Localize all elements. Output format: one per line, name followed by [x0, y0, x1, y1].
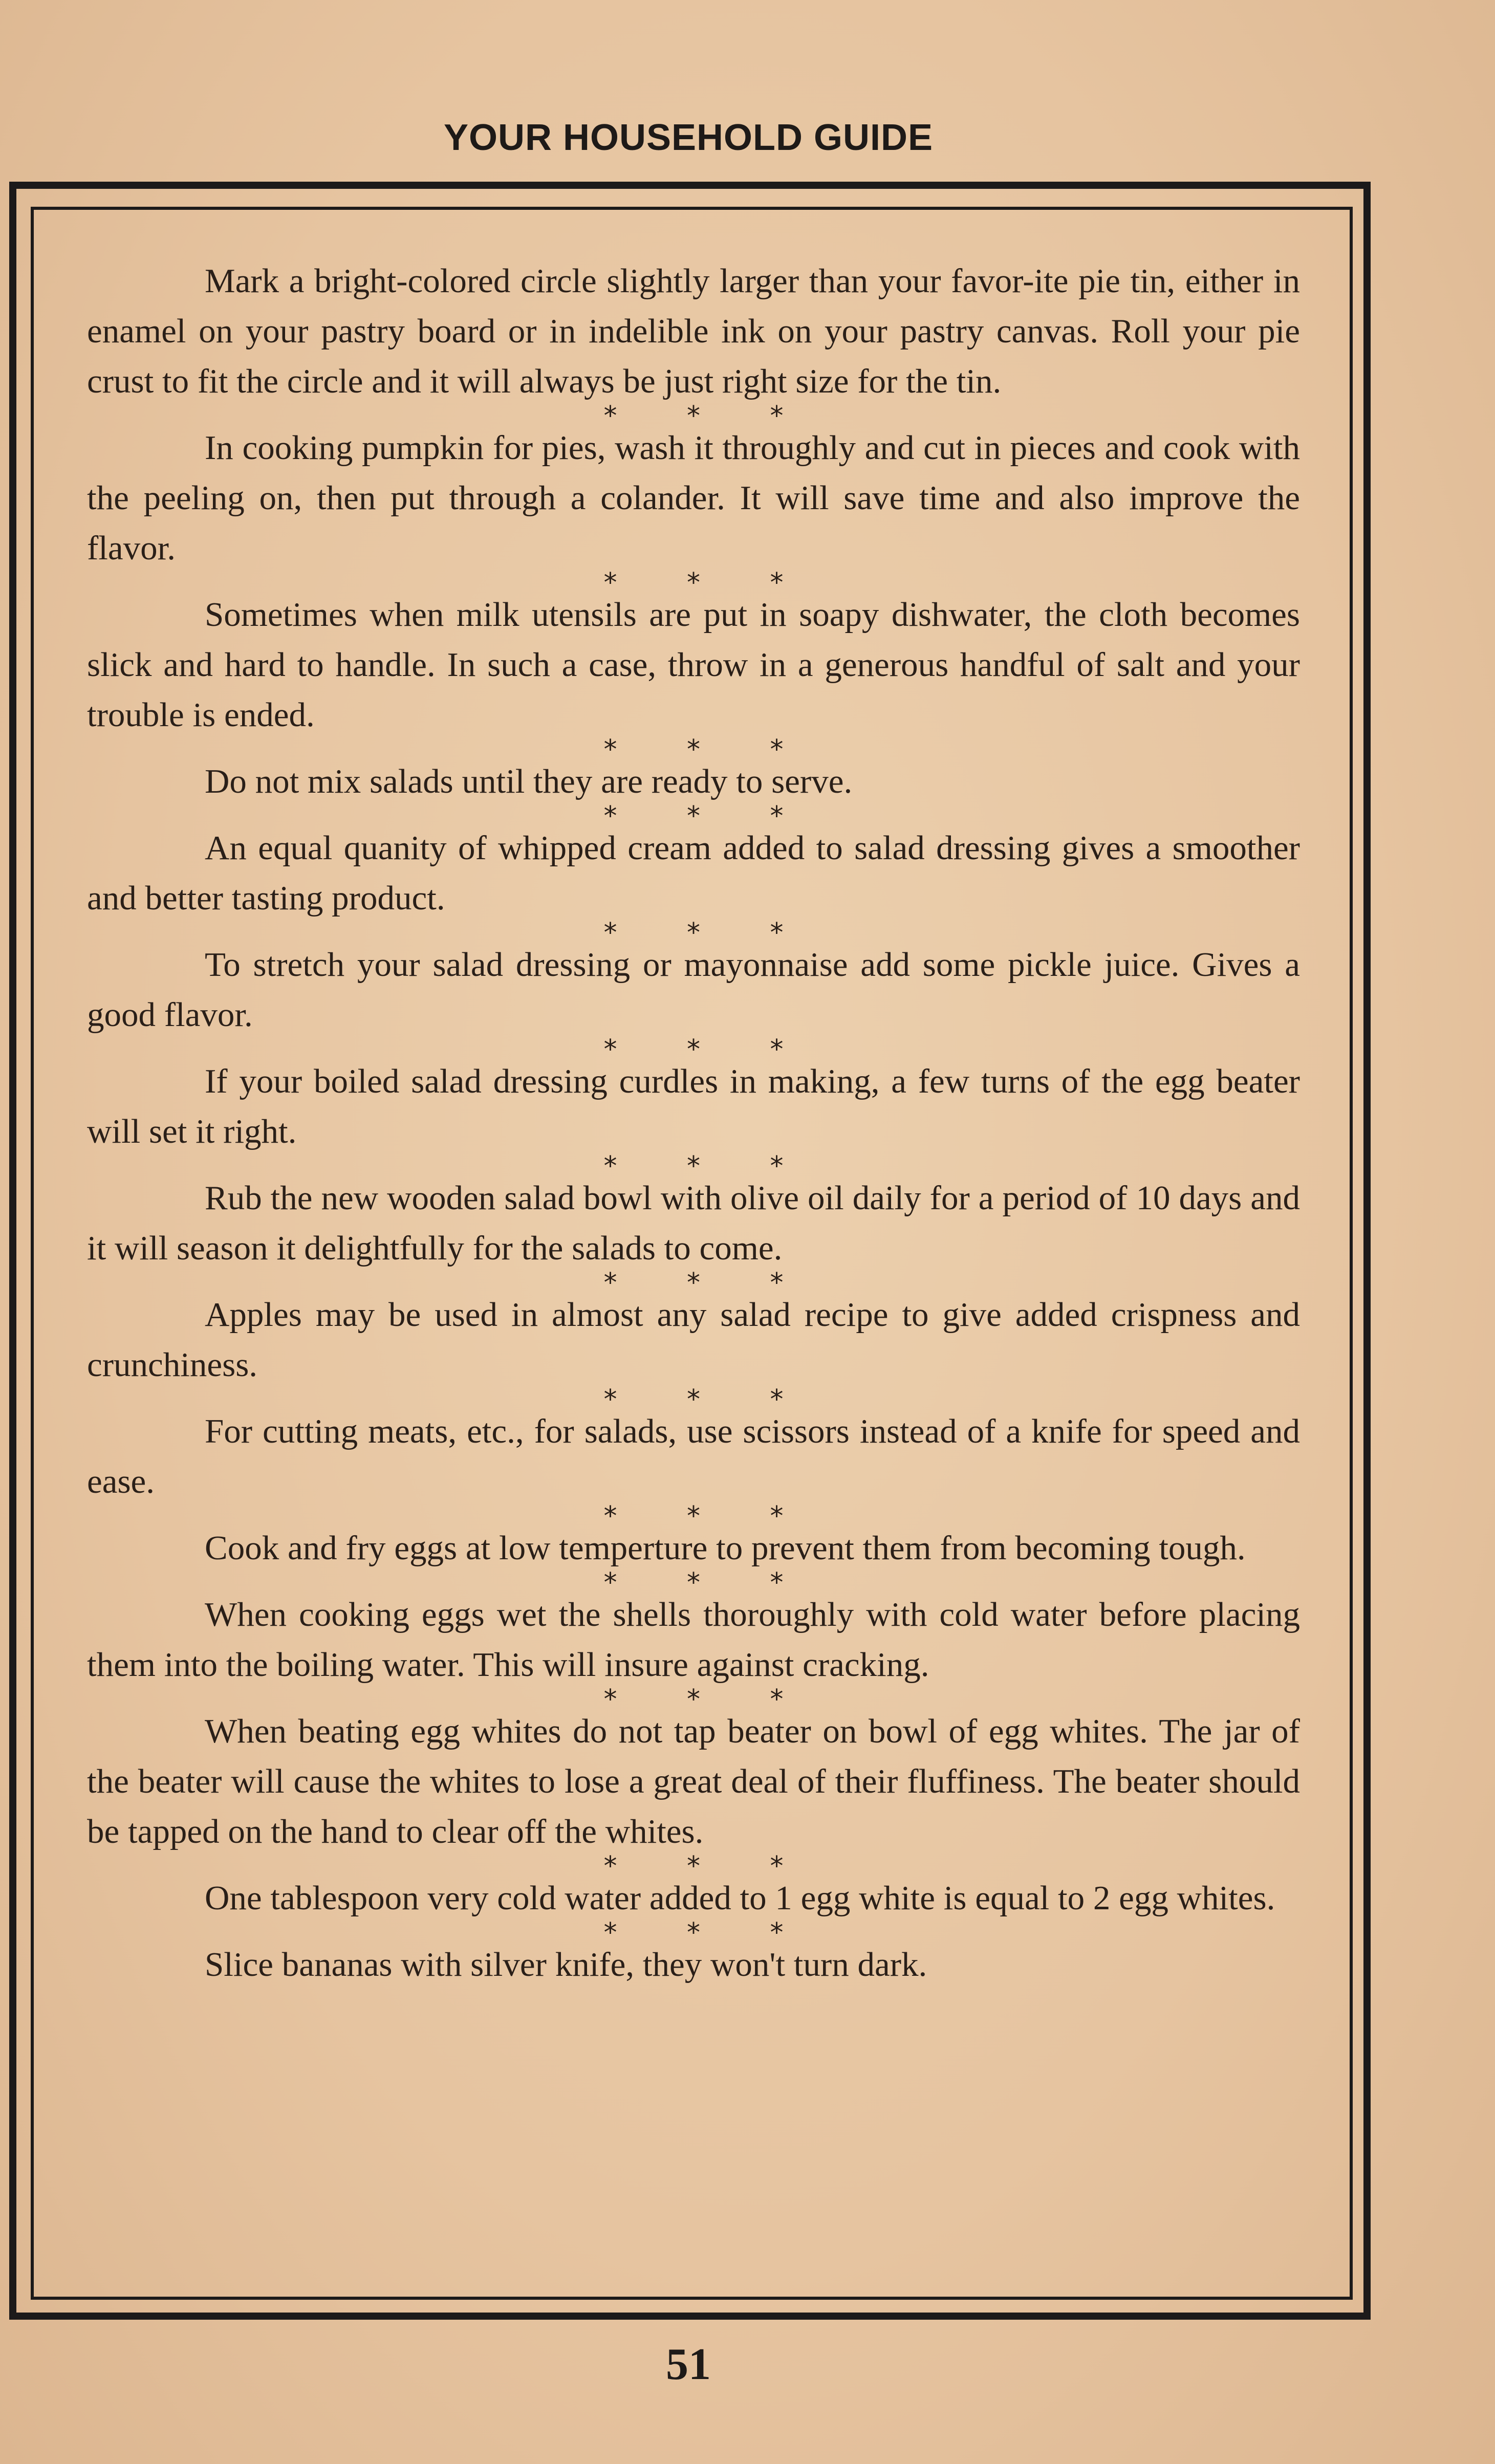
- asterisk-separator: * * *: [603, 568, 814, 598]
- asterisk-separator: * * *: [603, 1501, 814, 1532]
- asterisk-separator: * * *: [603, 1567, 814, 1598]
- tips-text-block: [87, 256, 1300, 1990]
- tip-paragraph: One tablespoon very cold water added to 1 egg white is equal to 2 egg whites.: [205, 1879, 1275, 1917]
- tip-paragraph: In cooking pumpkin for pies, wash it throughly and cut in pieces and cook with the peeling on, then put through a colander. It will save time and also improve the flavor.: [87, 429, 1300, 567]
- asterisk-separator: * * *: [603, 1268, 814, 1298]
- asterisk-separator: * * *: [603, 1684, 814, 1715]
- page-number: 51: [666, 2340, 711, 2389]
- asterisk-separator: * * *: [603, 1917, 814, 1948]
- tip-paragraph: When beating egg whites do not tap beater on bowl of egg whites. The jar of the beater will cause the whites to lose a great deal of their fluffiness. The beater should be tapped on the hand to clear off the whites.: [87, 1712, 1300, 1850]
- asterisk-separator: * * *: [603, 1151, 814, 1182]
- tip-paragraph: An equal quanity of whipped cream added to salad dressing gives a smoother and better tasting product.: [87, 829, 1300, 917]
- asterisk-separator: * * *: [603, 801, 814, 832]
- asterisk-separator: * * *: [603, 734, 814, 765]
- asterisk-separator: * * *: [603, 401, 814, 431]
- tip-paragraph: Apples may be used in almost any salad recipe to give added crispness and crunchiness.: [87, 1296, 1300, 1384]
- tip-paragraph: If your boiled salad dressing curdles in making, a few turns of the egg beater will set it right.: [87, 1062, 1300, 1150]
- tip-paragraph: Cook and fry eggs at low temperture to prevent them from becoming tough.: [205, 1529, 1246, 1567]
- asterisk-separator: * * *: [603, 1384, 814, 1415]
- tip-paragraph: Do not mix salads until they are ready to serve.: [205, 762, 853, 800]
- asterisk-separator: * * *: [603, 918, 814, 948]
- tip-paragraph: Sometimes when milk utensils are put in soapy dishwater, the cloth becomes slick and hard to handle. In such a case, throw in a generous handful of salt and your trouble is ended.: [87, 596, 1300, 734]
- tip-paragraph: Mark a bright-colored circle slightly larger than your favor-ite pie tin, either in enamel on your pastry board or in indelible ink on your pastry canvas. Roll your pie crust to fit the circle and it will always be just right size for the tin.: [87, 262, 1300, 400]
- tip-paragraph: To stretch your salad dressing or mayonnaise add some pickle juice. Gives a good flavor.: [87, 946, 1300, 1034]
- tip-paragraph: When cooking eggs wet the shells thoroughly with cold water before placing them into the boiling water. This will insure against cracking.: [87, 1596, 1300, 1684]
- asterisk-separator: * * *: [603, 1034, 814, 1065]
- running-header: YOUR HOUSEHOLD GUIDE: [443, 117, 934, 158]
- tip-paragraph: Slice bananas with silver knife, they won't turn dark.: [205, 1946, 927, 1983]
- asterisk-separator: * * *: [603, 1851, 814, 1882]
- tip-paragraph: For cutting meats, etc., for salads, use scissors instead of a knife for speed and ease.: [87, 1412, 1300, 1500]
- tip-paragraph: Rub the new wooden salad bowl with olive oil daily for a period of 10 days and it will season it delightfully for the salads to come.: [87, 1179, 1300, 1267]
